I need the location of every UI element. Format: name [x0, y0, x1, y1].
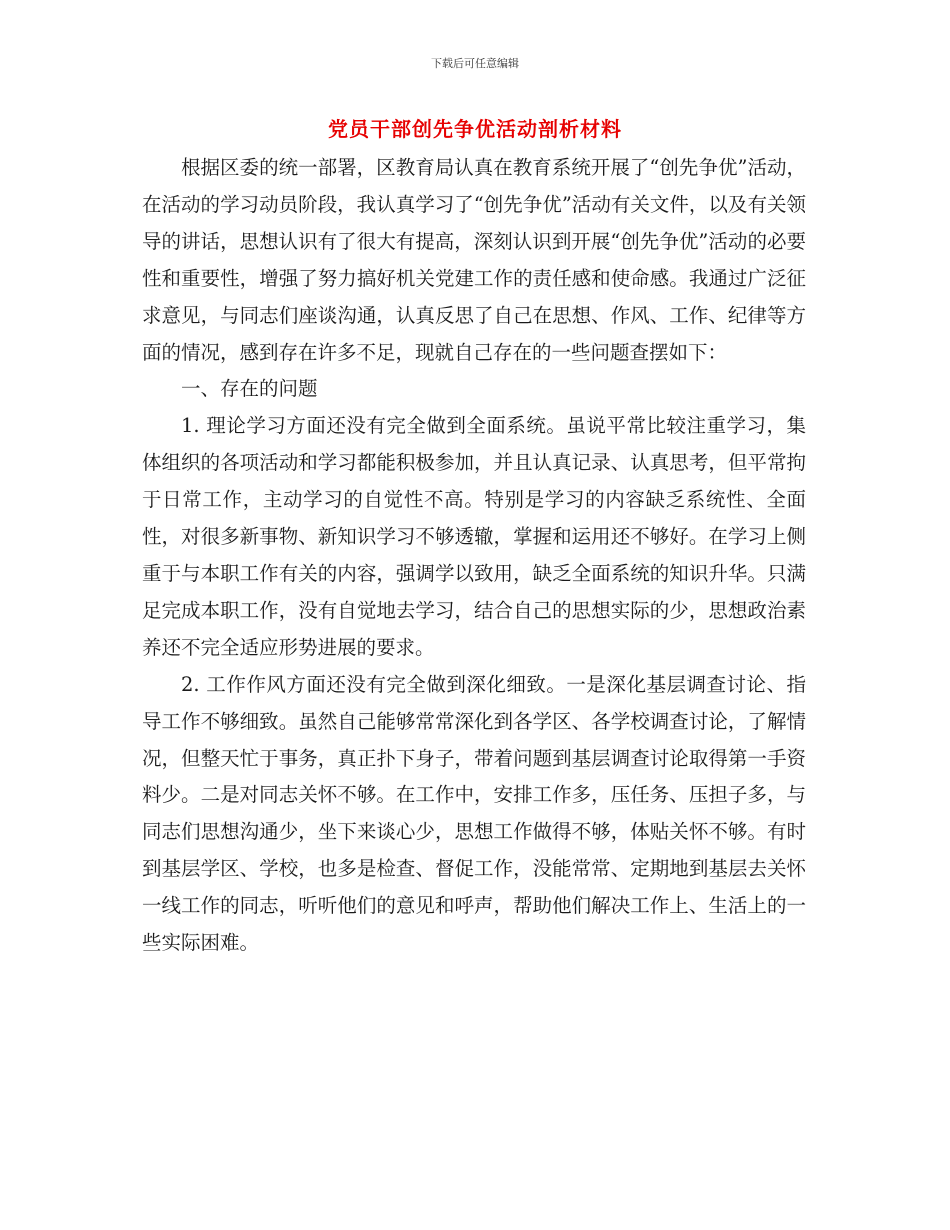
document-title: 党员干部创先争优活动剖析材料 — [328, 117, 622, 141]
paragraph-item-2: 2. 工作作风方面还没有完全做到深化细致。一是深化基层调查讨论、指导工作不够细致。虽然自己能够常常深化到各学区、各学校调查讨论，了解情况，但整天忙于事务，真正扑下身子，带着问题到基层调查讨论取得第一手资料少。二是对同志关怀不够。在工作中，安排工作多，压任务、压担子多，与同志们思想沟通少，坐下来谈心少，思想工作做得不够，体贴关怀不够。有时到基层学区、学校，也多是检查、督促工作，没能常常、定期地到基层去关怀一线工作的同志，听听他们的意见和呼声，帮助他们解决工作上、生活上的一些实际困难。 — [142, 672, 806, 955]
paragraph-item-1: 1. 理论学习方面还没有完全做到全面系统。虽说平常比较注重学习，集体组织的各项活动和学习都能积极参加，并且认真记录、认真思考，但平常拘于日常工作，主动学习的自觉性不高。特别是学习的内容缺乏系统性、全面性，对很多新事物、新知识学习不够透辙，掌握和运用还不够好。在学习上侧重于与本职工作有关的内容，强调学以致用，缺乏全面系统的知识升华。只满足完成本职工作，没有自觉地去学习，结合自己的思想实际的少，思想政治素养还不完全适应形势进展的要求。 — [142, 414, 806, 659]
document-body — [142, 150, 806, 962]
header-note: 下载后可任意编辑 — [431, 57, 519, 70]
section-heading-problems: 一、存在的问题 — [181, 377, 318, 401]
paragraph-intro: 根据区委的统一部署，区教育局认真在教育系统开展了“创先争优”活动，在活动的学习动员阶段，我认真学习了“创先争优”活动有关文件，以及有关领导的讲话，思想认识有了很大有提高，深刻认识到开展“创先争优”活动的必要性和重要性，增强了努力搞好机关党建工作的责任感和使命感。我通过广泛征求意见，与同志们座谈沟通，认真反思了自己在思想、作风、工作、纪律等方面的情况，感到存在许多不足，现就自己存在的一些问题查摆如下： — [142, 156, 806, 364]
